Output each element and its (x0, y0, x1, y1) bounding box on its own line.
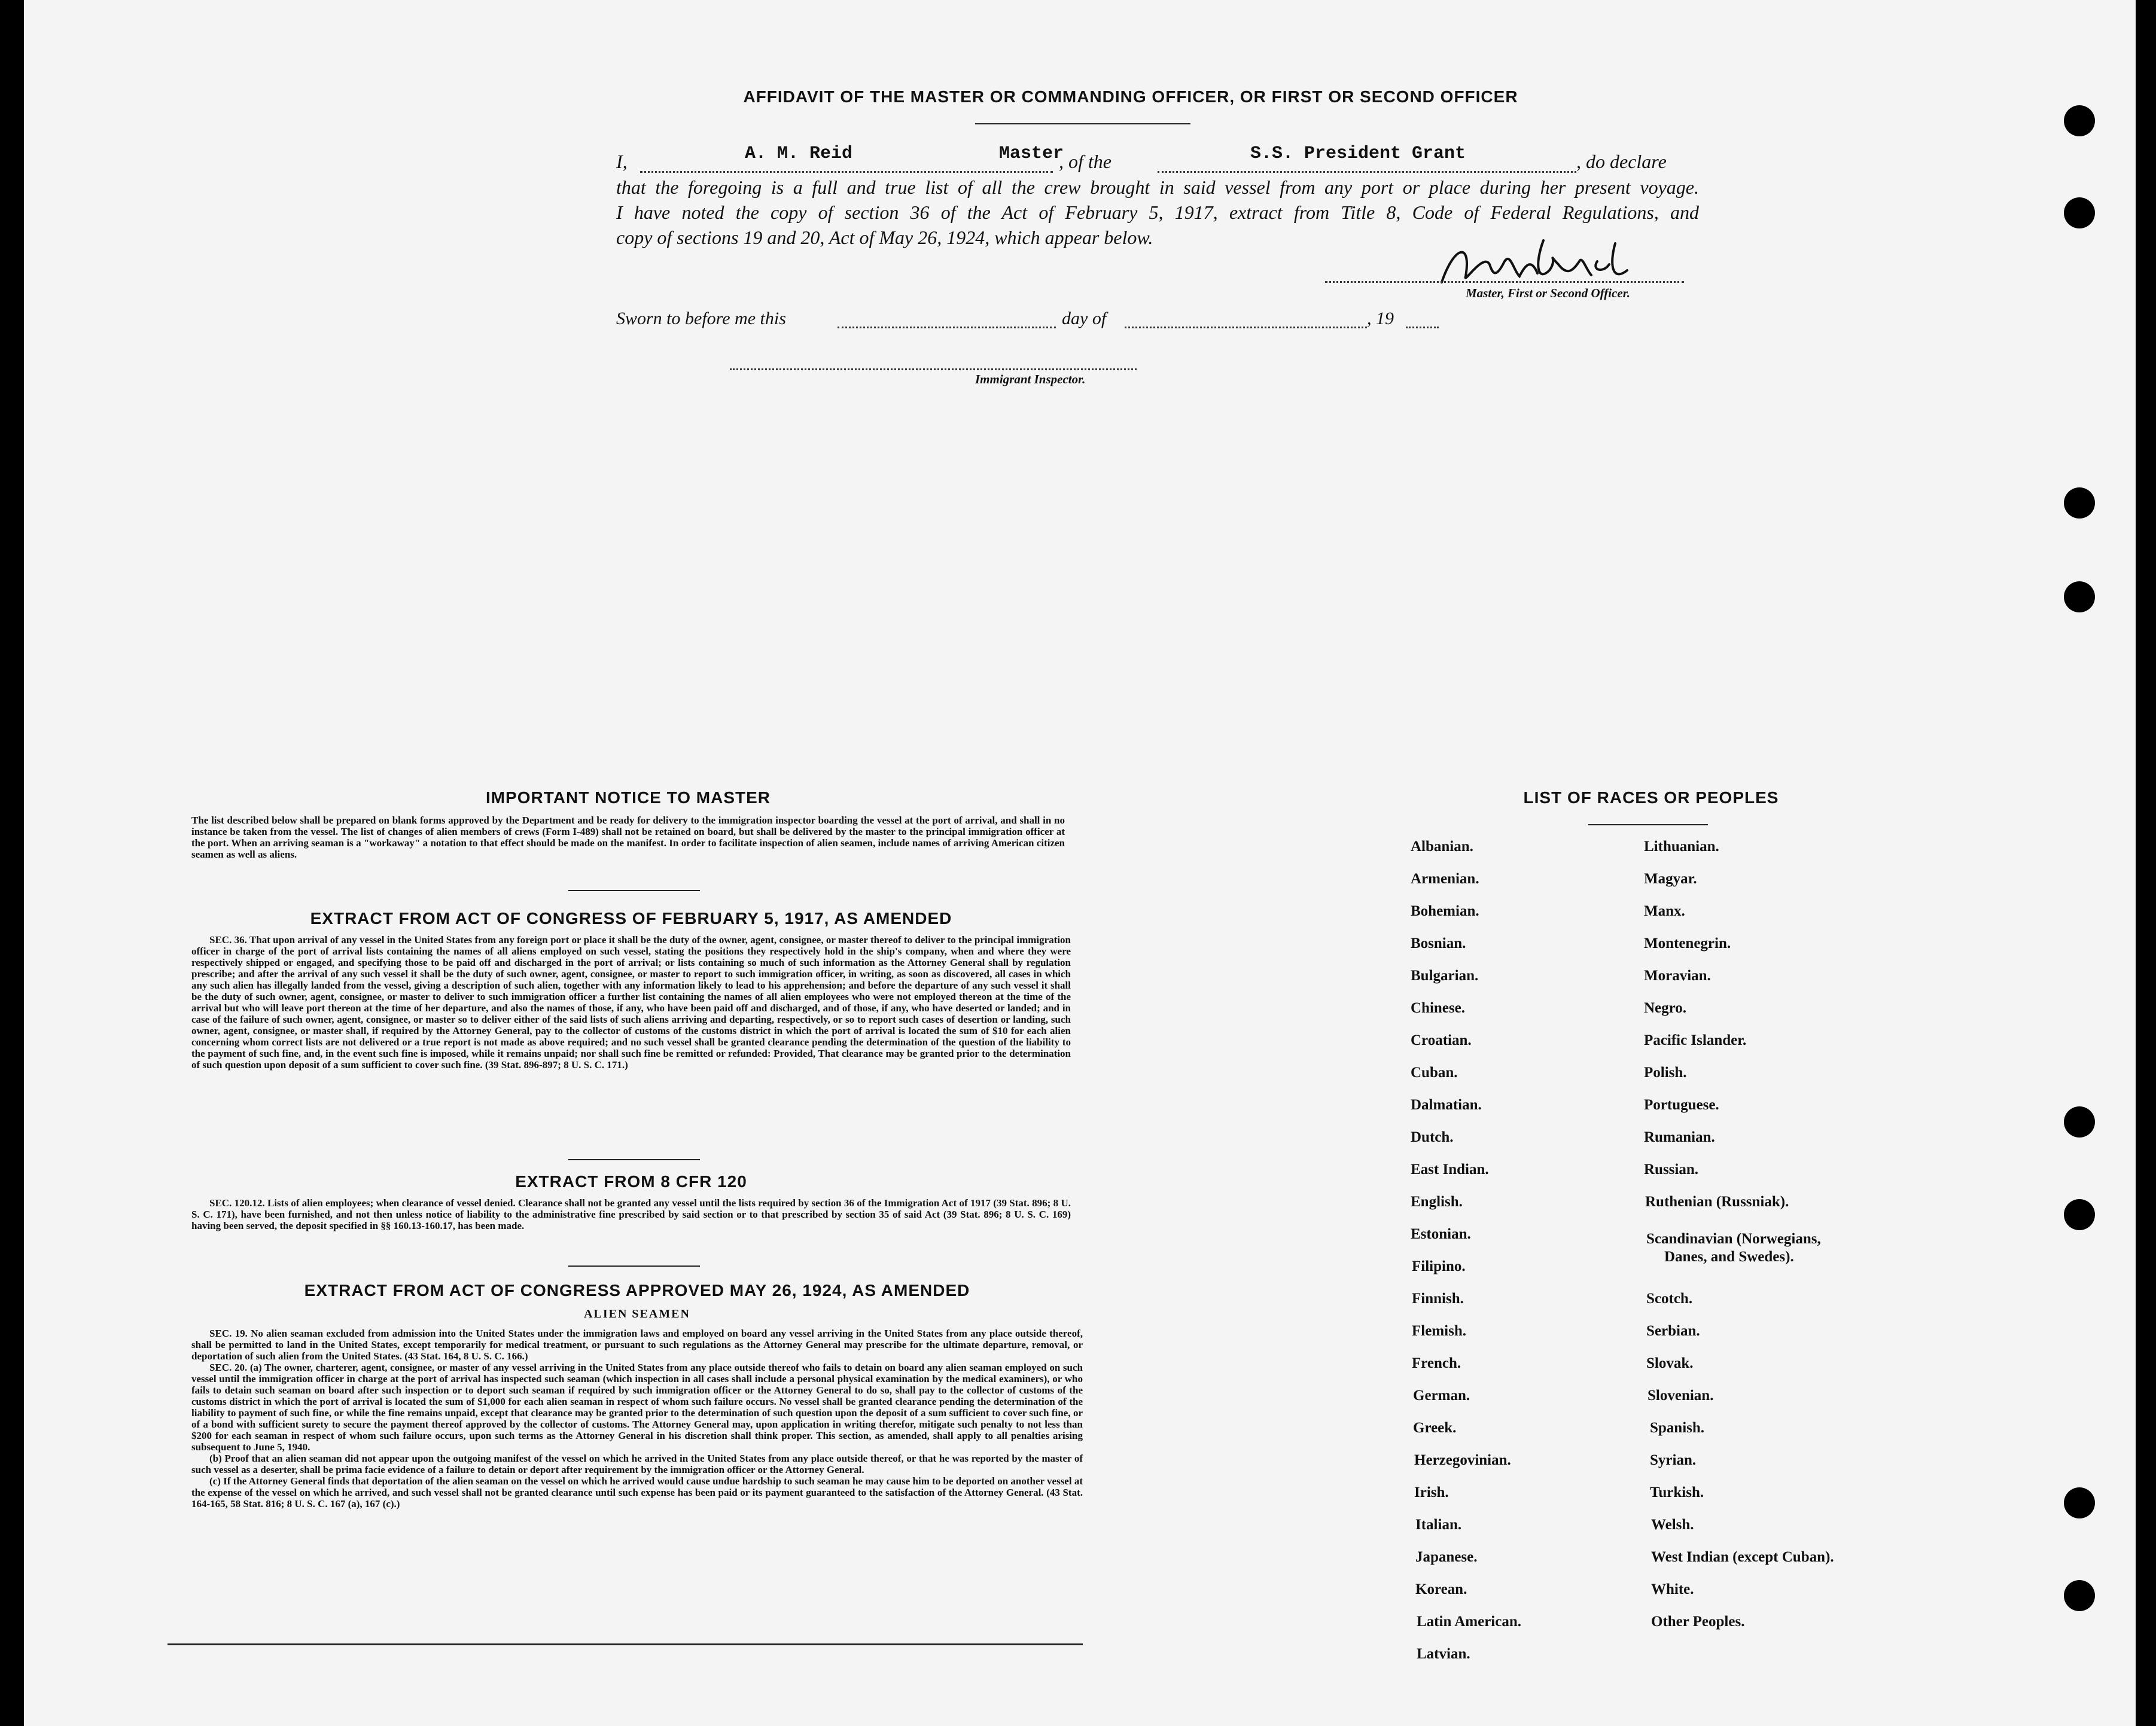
race-item: Slovenian. (1648, 1387, 1714, 1404)
rank-value: Master (999, 144, 1064, 164)
affidavit-title: AFFIDAVIT OF THE MASTER OR COMMANDING OFFICER, OR FIRST OR SECOND OFFICER (743, 87, 1518, 106)
race-item: Manx. (1644, 903, 1685, 919)
pronoun-text: I, (616, 151, 628, 172)
race-item: Croatian. (1411, 1032, 1472, 1048)
bottom-rule (168, 1643, 1083, 1645)
race-item: Danes, and Swedes). (1664, 1249, 1794, 1265)
declaration-line-3: I have noted the copy of section 36 of the Act of February 5, 1917, extract from Title 8, Code of Federal Regulations, and (616, 202, 1699, 223)
inspector-label: Immigrant Inspector. (975, 372, 1086, 386)
of-the-text: , of the (1059, 151, 1112, 172)
declaration-line-1 (616, 151, 628, 173)
extract-1917-title: EXTRACT FROM ACT OF CONGRESS OF FEBRUARY 5, 1917, AS AMENDED (310, 909, 952, 928)
extract-1924-title: EXTRACT FROM ACT OF CONGRESS APPROVED MAY 26, 1924, AS AMENDED (304, 1281, 970, 1300)
race-item: Magyar. (1644, 871, 1697, 887)
race-item: Polish. (1644, 1065, 1687, 1081)
punch-hole (2064, 487, 2095, 519)
vessel-name-value: S.S. President Grant (1250, 144, 1466, 164)
race-item: Italian. (1415, 1517, 1462, 1533)
race-item: Pacific Islander. (1644, 1032, 1747, 1048)
vessel-field-line (1158, 171, 1576, 173)
name-field-line (640, 171, 1053, 173)
punch-hole (2064, 197, 2095, 228)
race-item: Welsh. (1651, 1517, 1694, 1533)
sworn-year-line (1406, 327, 1439, 328)
race-item: East Indian. (1411, 1161, 1489, 1178)
race-item: Finnish. (1412, 1291, 1464, 1307)
race-item: Spanish. (1650, 1420, 1705, 1436)
race-item: Filipino. (1412, 1258, 1466, 1274)
race-item: Irish. (1414, 1484, 1449, 1501)
notice-title: IMPORTANT NOTICE TO MASTER (485, 788, 771, 807)
declaration-line-4: copy of sections 19 and 20, Act of May 26, 1924, which appear below. (616, 227, 1153, 248)
divider (1588, 824, 1708, 825)
signature-line (1325, 281, 1684, 283)
race-item: Turkish. (1650, 1484, 1704, 1501)
race-item: Bulgarian. (1411, 968, 1479, 984)
sworn-text: Sworn to before me this (616, 309, 786, 328)
race-item: Rumanian. (1644, 1129, 1715, 1145)
race-item: West Indian (except Cuban). (1651, 1549, 1834, 1565)
race-item: Scotch. (1646, 1291, 1693, 1307)
race-item: Japanese. (1415, 1549, 1478, 1565)
race-item: Latvian. (1417, 1646, 1470, 1662)
race-item: Albanian. (1411, 838, 1473, 855)
race-item: Herzegovinian. (1414, 1452, 1511, 1468)
race-item: Russian. (1644, 1161, 1699, 1178)
sworn-month-line (1125, 327, 1367, 328)
race-item: German. (1413, 1387, 1470, 1404)
extract-1917-body: SEC. 36. That upon arrival of any vessel in the United States from any foreign port or place it shall be the duty of the owner, agent, consignee, or master thereof to deliver to the principal immigration officer in charge of the port of arrival lists containing the names of all aliens employed on such vessel, stating the positions they respectively hold in the ship's company, when and where they were respectively shipped or engaged, and specifying those to be paid off and discharged in the port of arrival; or lists containing so much of such information as the Attorney General shall by regulation prescribe; and after the arrival of any such vessel it shall be the duty of such owner, agent, consignee, or master to report to such immigration officer, in writing, as soon as discovered, all cases in which any such alien has illegally landed from the vessel, giving a description of such alien, together with any information likely to lead to his apprehension; and before the departure of any such vessel it shall be the duty of such owner, agent, consignee, or master to deliver to such immigration officer a further list containing the names of all alien employees who were not employed thereon at the time of the arrival but who will leave port thereon at the time of her departure, and also the names of those, if any, who have been paid off and discharged, and of those, if any, who have deserted or landed; and in case of the failure of such owner, agent, consignee, or master so to deliver either of the said lists of such aliens arriving and departing, respectively, or so to report such cases of desertion or landing, such owner, agent, consignee, or master shall, if required by the Attorney General, pay to the collector of customs of the customs district in which the port of arrival is located the sum of $10 for each alien concerning whom correct lists are not delivered or a true report is not made as above required; and no such vessel shall be granted clearance pending the determination of the question of the liability to the payment of such fine, and, in the event such fine is imposed, while it remains unpaid; nor shall such fine be remitted or refunded: Provided, That clearance may be granted prior to the determination of such question upon deposit of a sum sufficient to cover such fine. (39 Stat. 896-897; 8 U. S. C. 171.) (191, 934, 1071, 1071)
race-item: Bosnian. (1411, 935, 1466, 952)
race-item: Lithuanian. (1644, 838, 1719, 855)
extract-cfr-body: SEC. 120.12. Lists of alien employees; when clearance of vessel denied. Clearance shall not be granted any vessel until the lists required by section 36 of the Immigration Act of 1917 (39 Stat. 896; 8 U. S. C. 171), have been furnished, and not then unless notice of liability to the administrative fine prescribed by said section or to that prescribed by section 35 of said Act (39 Stat. 896; 8 U. S. C. 169) having been served, the deposit specified in §§ 160.13-160.17, has been made. (191, 1197, 1071, 1231)
divider (975, 123, 1190, 124)
extract-cfr-title: EXTRACT FROM 8 CFR 120 (515, 1172, 747, 1191)
year-text: , 19 (1367, 309, 1394, 328)
divider (568, 1265, 700, 1267)
punch-hole (2064, 581, 2095, 612)
section-20a-text: SEC. 20. (a) The owner, charterer, agent, consignee, or master of any vessel arriving in the United States from any place outside thereof who fails to detain on board any alien seaman employed on such vessel until the immigration officer in charge at the port of arrival has inspected such seaman (which inspection in all cases shall include a personal physical examination by the medical examiners), or who fails to detain such seaman on board after such inspection or to deport such seaman if required by such immigration officer or the Attorney General to do so, shall pay to the collector of customs of the customs district in which the port of arrival is located the sum of $1,000 for each alien seaman in respect of whom such failure occurs. No vessel shall be granted clearance pending the determination of the liability to payment of such fine, or while the fine remains unpaid, except that clearance may be granted prior to the determination of such question upon the deposit of a sum sufficient to cover such fine, or of a bond with sufficient surety to secure the payment thereof approved by the collector of customs. The Attorney General may, upon application in writing therefor, mitigate such penalty to not less than $200 for each seaman in respect of whom such failure occurs, upon such terms as the Attorney General in his discretion shall think proper. This section, as amended, shall apply to all penalties arising subsequent to June 5, 1940. (191, 1362, 1083, 1453)
race-item: Montenegrin. (1644, 935, 1731, 952)
signature-label: Master, First or Second Officer. (1466, 286, 1630, 300)
declaration-line-2: that the foregoing is a full and true list of all the crew brought in said vessel from any port or place during her present voyage. (616, 176, 1699, 198)
race-item: Latin American. (1417, 1614, 1521, 1630)
race-item: French. (1412, 1355, 1461, 1371)
divider (568, 1159, 700, 1160)
race-item: Bohemian. (1411, 903, 1479, 919)
race-item: Ruthenian (Russniak). (1645, 1194, 1789, 1210)
master-name-value: A. M. Reid (745, 144, 853, 164)
do-declare-text: , do declare (1576, 151, 1667, 172)
race-item: Dalmatian. (1411, 1097, 1482, 1113)
section-19-text: SEC. 19. No alien seaman excluded from admission into the United States under the immigration laws and employed on board any vessel arriving in the United States from any place outside thereof, shall be permitted to land in the United States, except temporarily for medical treatment, or pursuant to such regulations as the Attorney General may prescribe for the ultimate departure, removal, or deportation of such alien from the United States. (43 Stat. 164, 8 U. S. C. 166.) (191, 1328, 1083, 1362)
race-item: Armenian. (1411, 871, 1479, 887)
race-item: Syrian. (1650, 1452, 1697, 1468)
race-item: Other Peoples. (1651, 1614, 1745, 1630)
race-item: Portuguese. (1644, 1097, 1719, 1113)
race-item: Korean. (1415, 1581, 1467, 1597)
race-item: Flemish. (1412, 1323, 1466, 1339)
race-item: Greek. (1413, 1420, 1457, 1436)
divider (568, 890, 700, 891)
race-item: Dutch. (1411, 1129, 1454, 1145)
race-item: Estonian. (1411, 1226, 1471, 1242)
punch-hole (2064, 1580, 2095, 1611)
section-20b-text: (b) Proof that an alien seaman did not appear upon the outgoing manifest of the vessel on which he arrived in the United States from any place outside thereof, or that he was reported by the master of such vessel as a deserter, shall be prima facie evidence of a failure to detain or deport after requirement by the immigration officer or the Attorney General. (191, 1453, 1083, 1475)
notice-body: The list described below shall be prepared on blank forms approved by the Department and be ready for delivery to the immigration inspector boarding the vessel at the port of arrival, and shall in no instance be taken from the vessel. The list of changes of alien members of crews (Form I-489) shall not be retained on board, but shall be delivered by the master to the principal immigration officer at the port. When an arriving seaman is a "workaway" a notation to that effect should be made on the manifest. In order to facilitate inspection of alien seamen, include names of arriving American citizen seamen as well as aliens. (191, 815, 1065, 860)
alien-seamen-subtitle: ALIEN SEAMEN (584, 1307, 690, 1321)
race-item: Moravian. (1644, 968, 1711, 984)
signature-image (1430, 228, 1633, 294)
race-item: Negro. (1644, 1000, 1687, 1016)
race-item: Chinese. (1411, 1000, 1465, 1016)
punch-hole (2064, 1106, 2095, 1138)
extract-1924-body (191, 1328, 1083, 1510)
race-item: English. (1411, 1194, 1463, 1210)
races-title: LIST OF RACES OR PEOPLES (1523, 788, 1779, 807)
punch-hole (2064, 1199, 2095, 1230)
race-item: Serbian. (1646, 1323, 1700, 1339)
race-item: Cuban. (1411, 1065, 1458, 1081)
inspector-line (730, 368, 1137, 370)
form-page (24, 0, 2136, 1726)
race-item: Scandinavian (Norwegians, (1646, 1231, 1821, 1247)
section-20c-text: (c) If the Attorney General finds that deportation of the alien seaman on the vessel on which he arrived would cause undue hardship to such seaman he may cause him to be deported on another vessel at the expense of the vessel on which he arrived, and such vessel shall not be granted clearance until such expense has been paid or its payment guaranteed to the satisfaction of the Attorney General. (43 Stat. 164-165, 58 Stat. 816; 8 U. S. C. 167 (a), 167 (c).) (191, 1475, 1083, 1510)
day-of-text: day of (1062, 309, 1107, 328)
race-item: Slovak. (1646, 1355, 1694, 1371)
punch-hole (2064, 1487, 2095, 1518)
punch-hole (2064, 105, 2095, 136)
race-item: White. (1651, 1581, 1694, 1597)
sworn-date-line (838, 327, 1056, 328)
